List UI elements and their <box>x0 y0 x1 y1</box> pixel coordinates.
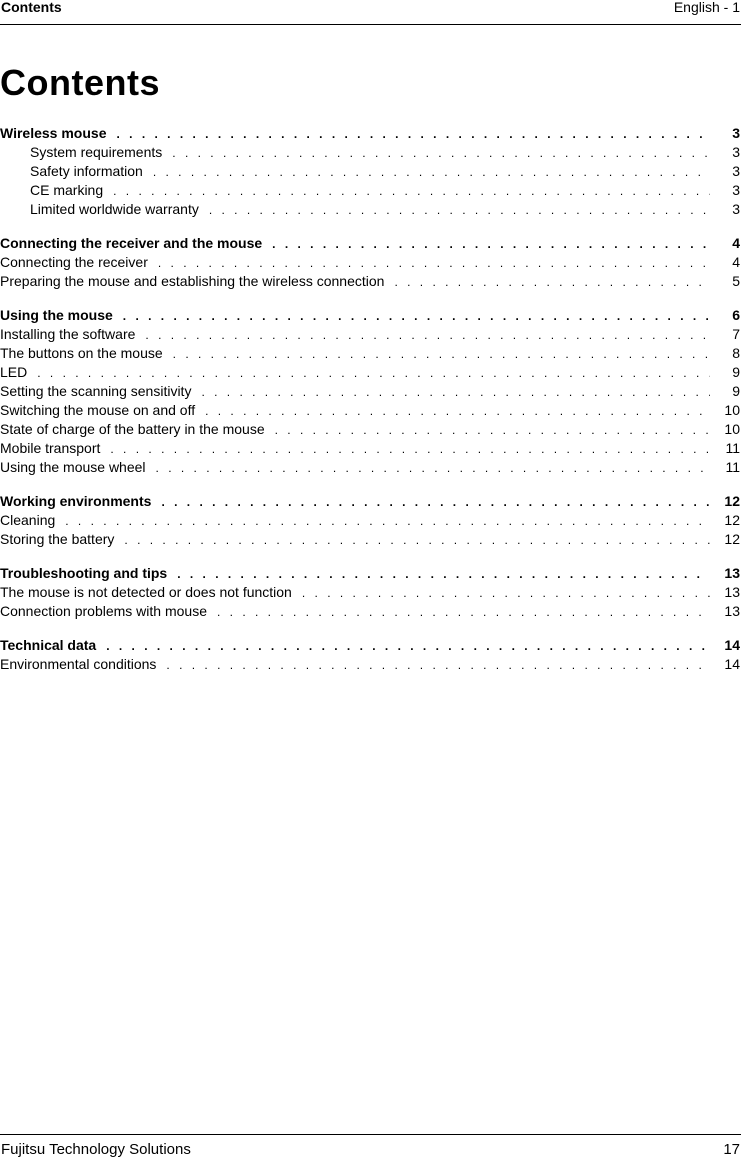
toc-leader-dots <box>158 254 710 273</box>
toc-entry-label: Using the mouse wheel <box>0 459 146 475</box>
toc-section <box>0 306 741 477</box>
toc-section <box>0 636 741 674</box>
page-title: Contents <box>0 62 160 103</box>
toc-entry[interactable] <box>0 325 741 344</box>
toc-entry[interactable] <box>0 458 741 477</box>
toc-leader-dots <box>302 584 710 603</box>
toc-entry-label: The buttons on the mouse <box>0 345 163 361</box>
toc-section <box>0 564 741 621</box>
toc-heading[interactable] <box>0 492 741 511</box>
toc-entry-label: Cleaning <box>0 512 56 528</box>
toc-entry-page: 10 <box>724 402 740 418</box>
toc-entry[interactable] <box>0 181 741 200</box>
toc-entry-label: System requirements <box>30 144 163 160</box>
toc-entry[interactable] <box>0 143 741 162</box>
toc-entry[interactable] <box>0 272 741 291</box>
toc-entry-page: 12 <box>724 493 740 509</box>
toc-entry[interactable] <box>0 162 741 181</box>
toc-entry-label: Troubleshooting and tips <box>0 565 168 581</box>
toc-entry[interactable] <box>0 530 741 549</box>
toc-entry[interactable] <box>0 401 741 420</box>
toc-entry-label: Installing the software <box>0 326 136 342</box>
toc-leader-dots <box>65 512 710 531</box>
header-language-page: English - 1 <box>673 0 740 15</box>
toc-leader-dots <box>172 144 710 163</box>
toc-entry-page: 8 <box>732 345 740 361</box>
toc-leader-dots <box>110 440 710 459</box>
toc-leader-dots <box>272 235 710 254</box>
toc-entry-label: Connecting the receiver <box>0 254 148 270</box>
toc-entry[interactable] <box>0 344 741 363</box>
page-footer <box>0 1134 741 1160</box>
toc-leader-dots <box>106 637 710 656</box>
toc-entry-page: 12 <box>724 512 740 528</box>
toc-entry-page: 13 <box>724 603 740 619</box>
toc-entry-page: 13 <box>724 565 740 581</box>
toc-entry-page: 4 <box>732 254 740 270</box>
toc-entry-page: 5 <box>732 273 740 289</box>
toc-entry-page: 13 <box>724 584 740 600</box>
toc-entry[interactable] <box>0 363 741 382</box>
toc-entry[interactable] <box>0 420 741 439</box>
toc-entry-page: 4 <box>732 235 740 251</box>
toc-entry[interactable] <box>0 439 741 458</box>
toc-leader-dots <box>161 493 710 512</box>
toc-entry-page: 14 <box>724 656 740 672</box>
toc-entry-label: Preparing the mouse and establishing the wireless connection <box>0 273 385 289</box>
toc-entry[interactable] <box>0 602 741 621</box>
toc-heading[interactable] <box>0 564 741 583</box>
toc-leader-dots <box>113 182 710 201</box>
toc-leader-dots <box>209 201 710 220</box>
toc-section <box>0 234 741 291</box>
toc-entry-label: Limited worldwide warranty <box>30 201 199 217</box>
toc-entry-page: 11 <box>725 459 740 475</box>
toc-entry-label: Storing the battery <box>0 531 115 547</box>
toc-heading[interactable] <box>0 306 741 325</box>
toc-leader-dots <box>205 402 710 421</box>
toc-entry[interactable] <box>0 200 741 219</box>
toc-entry-label: Safety information <box>30 163 143 179</box>
toc-entry-page: 9 <box>732 383 740 399</box>
toc-leader-dots <box>275 421 710 440</box>
toc-section <box>0 124 741 219</box>
toc-heading[interactable] <box>0 124 741 143</box>
footer-page-number: 17 <box>723 1141 740 1158</box>
table-of-contents <box>0 124 741 689</box>
page-header <box>0 0 741 25</box>
toc-entry-page: 9 <box>732 364 740 380</box>
toc-entry[interactable] <box>0 583 741 602</box>
toc-entry-page: 7 <box>732 326 740 342</box>
toc-entry-label: The mouse is not detected or does not function <box>0 584 292 600</box>
footer-company: Fujitsu Technology Solutions <box>1 1141 191 1158</box>
toc-heading[interactable] <box>0 234 741 253</box>
toc-entry-label: LED <box>0 364 28 380</box>
toc-entry-label: Environmental conditions <box>0 656 157 672</box>
toc-section <box>0 492 741 549</box>
toc-leader-dots <box>124 531 710 550</box>
toc-entry-page: 12 <box>724 531 740 547</box>
toc-entry-page: 6 <box>732 307 740 323</box>
toc-leader-dots <box>217 603 710 622</box>
toc-entry-page: 3 <box>732 144 740 160</box>
toc-entry-label: CE marking <box>30 182 104 198</box>
toc-heading[interactable] <box>0 636 741 655</box>
toc-entry-page: 14 <box>724 637 740 653</box>
toc-leader-dots <box>156 459 710 478</box>
toc-entry-label: Using the mouse <box>0 307 113 323</box>
toc-leader-dots <box>37 364 710 383</box>
toc-entry-label: Connecting the receiver and the mouse <box>0 235 263 251</box>
toc-entry-label: Switching the mouse on and off <box>0 402 196 418</box>
toc-entry[interactable] <box>0 253 741 272</box>
toc-leader-dots <box>123 307 710 326</box>
toc-entry-label: State of charge of the battery in the mouse <box>0 421 265 437</box>
toc-entry-page: 3 <box>732 125 740 141</box>
toc-entry-page: 11 <box>725 440 740 456</box>
toc-entry-label: Setting the scanning sensitivity <box>0 383 192 399</box>
toc-entry-label: Working environments <box>0 493 152 509</box>
toc-entry-label: Wireless mouse <box>0 125 107 141</box>
toc-leader-dots <box>177 565 710 584</box>
toc-entry-page: 3 <box>732 182 740 198</box>
toc-leader-dots <box>153 163 710 182</box>
toc-entry-page: 10 <box>724 421 740 437</box>
toc-leader-dots <box>201 383 710 402</box>
toc-entry-page: 3 <box>732 201 740 217</box>
toc-leader-dots <box>173 345 710 364</box>
toc-entry-page: 3 <box>732 163 740 179</box>
toc-leader-dots <box>166 656 710 675</box>
toc-entry-label: Mobile transport <box>0 440 101 456</box>
toc-entry[interactable] <box>0 511 741 530</box>
header-section-title: Contents <box>1 0 62 15</box>
toc-entry[interactable] <box>0 382 741 401</box>
toc-leader-dots <box>116 125 710 144</box>
toc-entry[interactable] <box>0 655 741 674</box>
toc-entry-label: Technical data <box>0 637 97 653</box>
toc-entry-label: Connection problems with mouse <box>0 603 207 619</box>
toc-leader-dots <box>145 326 710 345</box>
toc-leader-dots <box>394 273 710 292</box>
